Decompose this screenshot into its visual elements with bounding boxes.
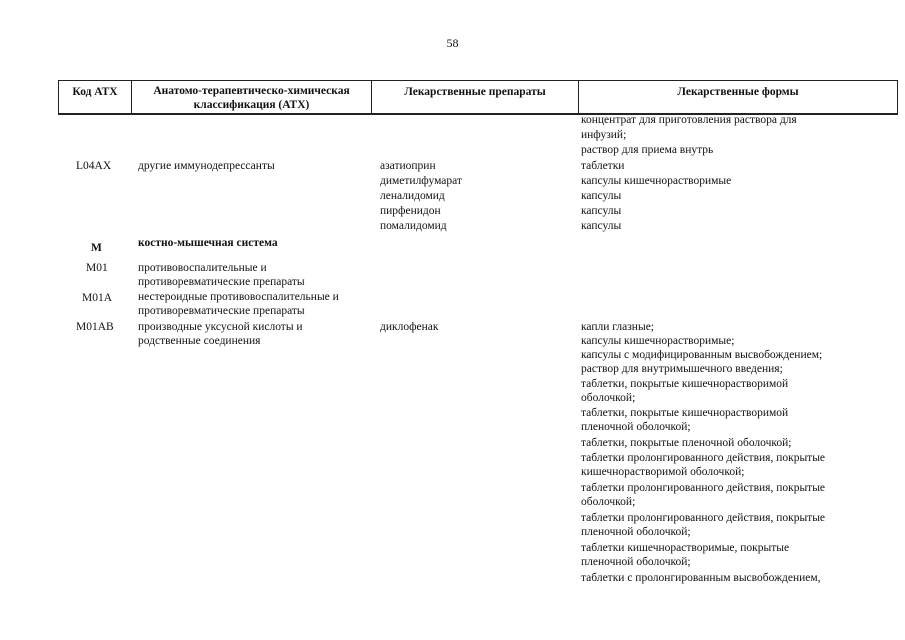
form-item: капсулы кишечнорастворимые: [581, 175, 732, 187]
header-drugs: [372, 81, 579, 113]
top-form-line: раствор для приема внутрь: [581, 144, 714, 156]
header-classification-line2: классификация (АТХ): [193, 99, 310, 111]
form-item: капли глазные;: [581, 321, 654, 333]
table-header: [58, 80, 898, 115]
form-item: капсулы: [581, 190, 622, 202]
page-number: 58: [446, 36, 459, 50]
drug-item: помалидомид: [380, 220, 447, 232]
header-drugs-label: Лекарственные препараты: [404, 86, 546, 98]
form-item: таблетки пролонгированного действия, покрытые: [581, 512, 826, 524]
header-forms-label: Лекарственные формы: [677, 86, 799, 98]
form-item: капсулы: [581, 220, 622, 232]
row-class-m01-line2: противоревматические препараты: [138, 276, 305, 288]
row-code-l04ax: L04AX: [76, 160, 112, 172]
row-code-m: M: [91, 242, 102, 254]
row-code-m01a: M01A: [82, 292, 113, 304]
form-item: таблетки пролонгированного действия, покрытые: [581, 452, 826, 464]
form-item: оболочкой;: [581, 392, 636, 404]
form-item: таблетки пролонгированного действия, покрытые: [581, 482, 826, 494]
row-class-m01ab-line1: производные уксусной кислоты и: [138, 321, 303, 333]
row-class-m: костно-мышечная система: [138, 237, 278, 249]
form-item: кишечнорастворимой оболочкой;: [581, 466, 745, 478]
form-item: капсулы с модифицированным высвобождением;: [581, 349, 823, 361]
header-code: [59, 81, 132, 113]
drug-item: леналидомид: [380, 190, 445, 202]
top-form-line: инфузий;: [581, 129, 627, 141]
form-item: таблетки, покрытые пленочной оболочкой;: [581, 437, 792, 449]
form-item: пленочной оболочкой;: [581, 526, 691, 538]
form-item: таблетки, покрытые кишечнорастворимой: [581, 407, 789, 419]
header-classification: [132, 81, 372, 113]
drug-item: пирфенидон: [380, 205, 441, 217]
drug-item: азатиоприн: [380, 160, 436, 172]
row-class-m01a-line2: противоревматические препараты: [138, 305, 305, 317]
row-class-l04ax: другие иммунодепрессанты: [138, 160, 275, 172]
row-class-m01ab-line2: родственные соединения: [138, 335, 261, 347]
form-item: таблетки: [581, 160, 625, 172]
row-code-m01ab: M01AB: [76, 321, 114, 333]
form-item: таблетки, покрытые кишечнорастворимой: [581, 378, 789, 390]
form-item: таблетки кишечнорастворимые, покрытые: [581, 542, 790, 554]
form-item: пленочной оболочкой;: [581, 421, 691, 433]
header-code-label: Код АТХ: [72, 86, 118, 98]
row-class-m01a-line1: нестероидные противовоспалительные и: [138, 291, 339, 303]
form-item: пленочной оболочкой;: [581, 556, 691, 568]
form-item: капсулы: [581, 205, 622, 217]
header-classification-line1: Анатомо-терапевтическо-химическая: [153, 85, 350, 97]
top-form-line: концентрат для приготовления раствора для: [581, 114, 797, 126]
form-item: капсулы кишечнорастворимые;: [581, 335, 735, 347]
form-item: таблетки с пролонгированным высвобождением,: [581, 572, 821, 584]
row-class-m01-line1: противовоспалительные и: [138, 262, 267, 274]
header-forms: [579, 81, 897, 113]
row-code-m01: M01: [86, 262, 108, 274]
form-item: оболочкой;: [581, 496, 636, 508]
drug-item: диклофенак: [380, 321, 439, 333]
drug-item: диметилфумарат: [380, 175, 462, 187]
form-item: раствор для внутримышечного введения;: [581, 363, 783, 375]
